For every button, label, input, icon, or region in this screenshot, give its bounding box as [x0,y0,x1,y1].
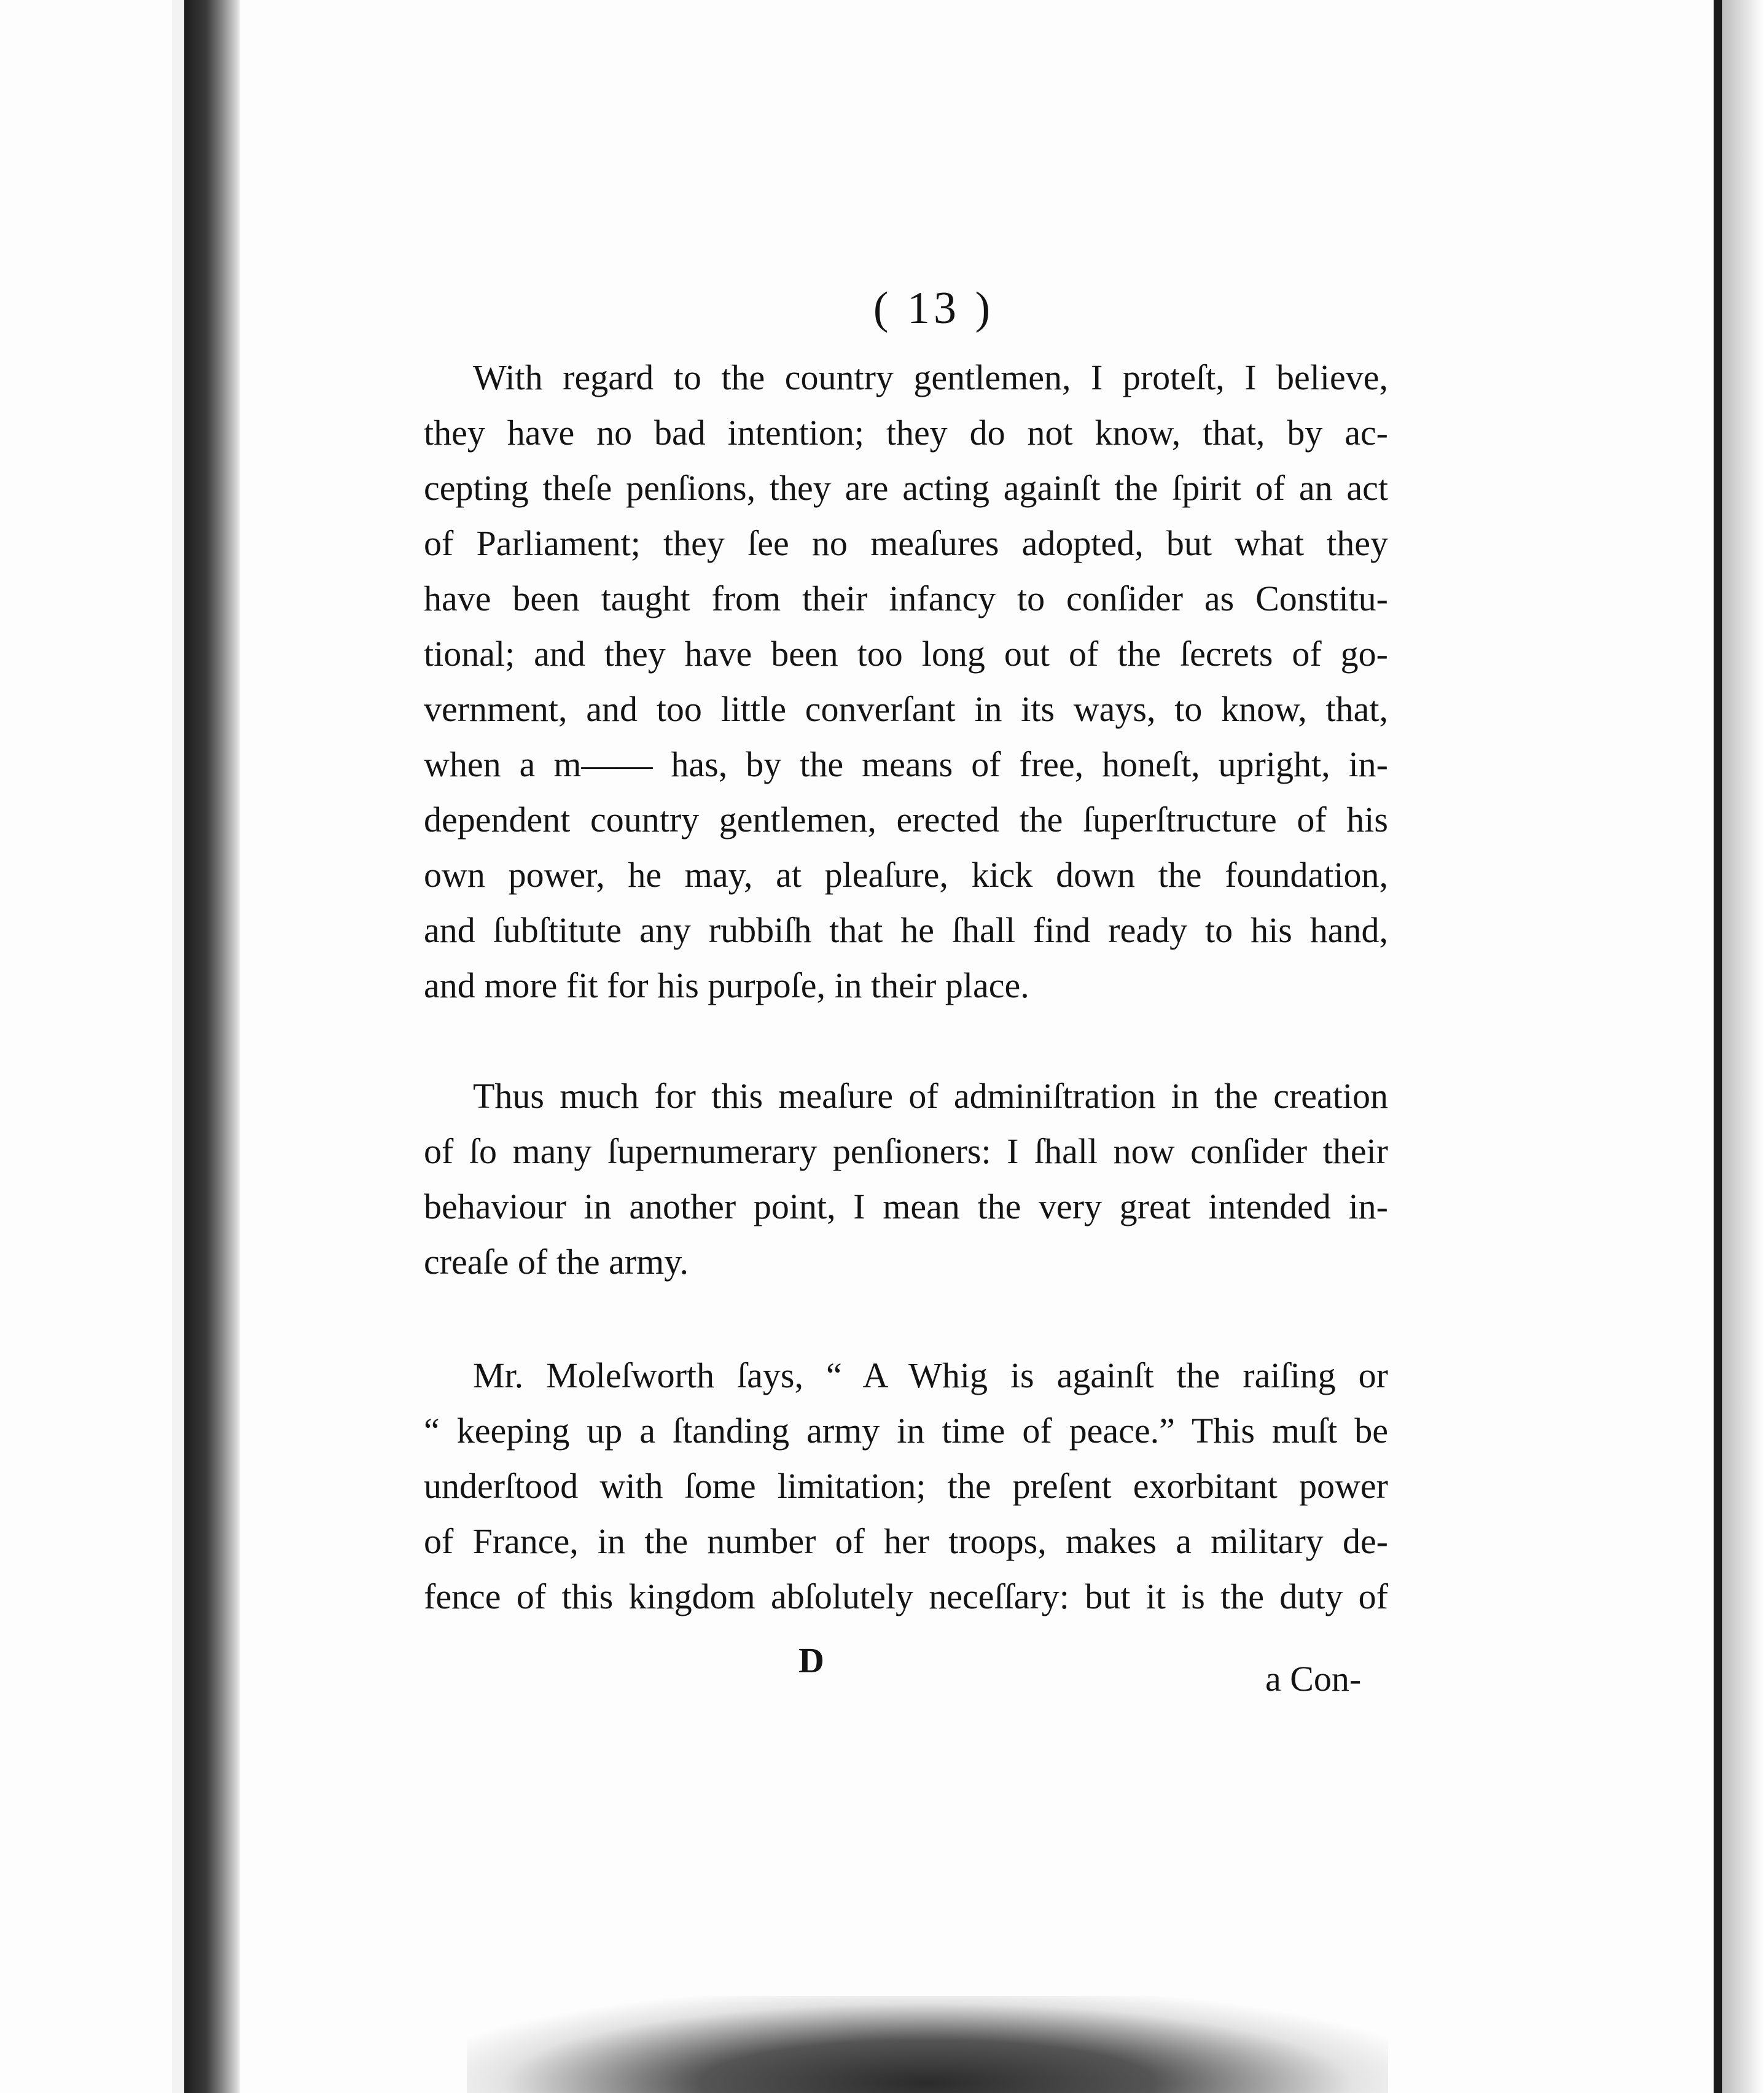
page-right-edge [1714,0,1722,2093]
text-line: of France, in the number of her troops, makes a military de- [424,1521,1388,1561]
book-gutter-shadow [184,0,240,2093]
text-line: “ keeping up a ſtanding army in time of peace.” This muſt be [424,1411,1388,1451]
text-line: dependent country gentlemen, erected the ſuperſtructure of his [424,800,1388,840]
text-line: and ſubſtitute any rubbiſh that he ſhall find ready to his hand, [424,910,1388,950]
text-line: when a m—— has, by the means of free, honeſt, upright, in- [424,744,1388,784]
text-line: creaſe of the army. [424,1242,689,1282]
text-line: fence of this kingdom abſolutely neceſſary: but it is the duty of [424,1577,1388,1616]
text-line: vernment, and too little converſant in its ways, to know, that, [424,689,1388,729]
text-line: have been taught from their infancy to conſider as Constitu- [424,579,1388,618]
text-line: cepting theſe penſions, they are acting againſt the ſpirit of an act [424,468,1388,508]
catchword: a Con- [1265,1659,1362,1699]
text-line: underſtood with ſome limitation; the preſent exorbitant power [424,1466,1388,1506]
text-line: they have no bad intention; they do not know, that, by ac- [424,413,1388,453]
text-line: own power, he may, at pleaſure, kick down the foundation, [424,855,1388,895]
text-line: Thus much for this meaſure of adminiſtration in the creation [473,1076,1388,1116]
signature-mark: D [798,1640,824,1680]
page-right-shadow [1722,0,1764,2093]
text-line: of ſo many ſupernumerary penſioners: I ſhall now conſider their [424,1131,1388,1171]
text-line: tional; and they have been too long out of the ſecrets of go- [424,634,1388,674]
text-line: and more fit for his purpoſe, in their place. [424,965,1029,1005]
text-line: Mr. Moleſworth ſays, “ A Whig is againſt the raiſing or [473,1355,1388,1395]
page-number: ( 13 ) [873,283,994,333]
text-line: behaviour in another point, I mean the very great intended in- [424,1187,1388,1226]
text-line: With regard to the country gentlemen, I proteſt, I believe, [473,357,1388,397]
bottom-thumb-smudge [467,1996,1388,2093]
text-line: of Parliament; they ſee no meaſures adopted, but what they [424,523,1388,563]
